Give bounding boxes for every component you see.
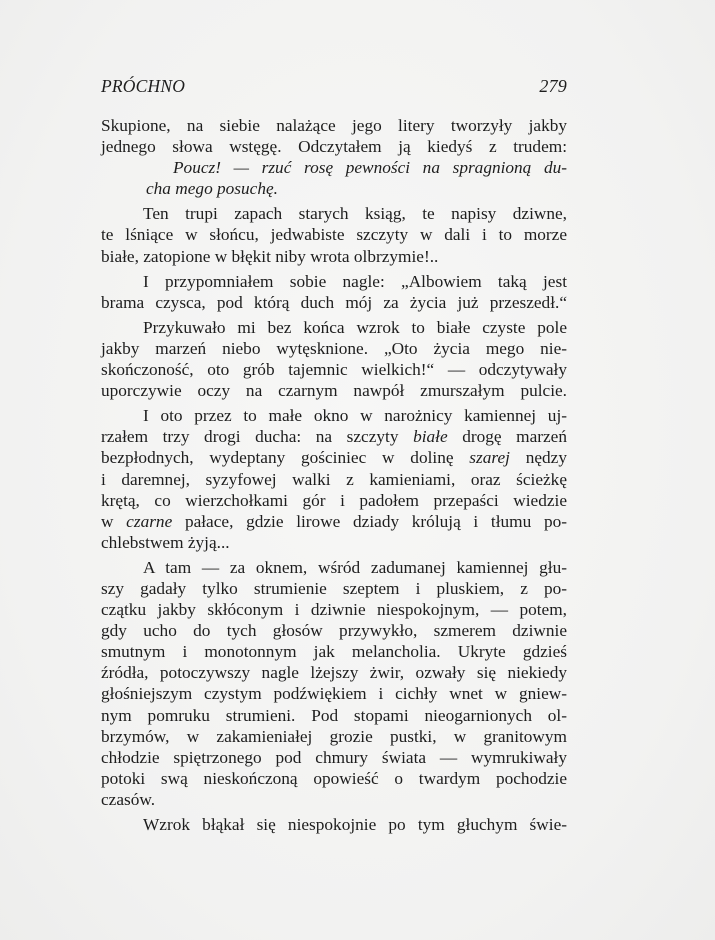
text-line: te lśniące w słońcu, jedwabiste szczyty w dali i to morze bbox=[101, 225, 567, 245]
text-line: A tam — za oknem, wśród zadumanej kamiennej głu- bbox=[143, 557, 567, 577]
italic-word: szarej bbox=[469, 448, 510, 468]
text-line: Skupione, na siebie nalażące jego litery tworzyły jakby bbox=[101, 116, 567, 135]
text-line: czasów. bbox=[101, 789, 156, 809]
text-line: brzymów, w zakamieniałej grozie pustki, w granitowym bbox=[101, 726, 567, 746]
text-line: czątku jakby skłóconym i dziwnie niespokojnym, — potem, bbox=[101, 600, 567, 620]
paragraph bbox=[101, 814, 567, 835]
text-line: szy gadały tylko strumienie szeptem i pluskiem, z po- bbox=[101, 578, 567, 598]
text-run: pałace, gdzie lirowe dziady królują i tłumu po- bbox=[172, 511, 567, 531]
text-line: potoki swą nieskończoną opowieść o twardym pochodzie bbox=[101, 768, 567, 788]
text-run: drogę marzeń bbox=[447, 427, 567, 447]
text-line: gdy ucho do tych głosów przywykło, szmerem dziwnie bbox=[101, 621, 567, 641]
text-line: nym pomruku strumieni. Pod stopami nieogarnionych ol- bbox=[101, 705, 567, 725]
running-title: PRÓCHNO bbox=[101, 76, 186, 96]
text-line: Poucz! — rzuć rosę pewności na spragnioną du- bbox=[173, 158, 567, 178]
text-run: rzałem trzy drogi ducha: na szczyty bbox=[101, 427, 414, 447]
page-number: 279 bbox=[539, 76, 567, 96]
text-line: I oto przez to małe okno w narożnicy kamiennej uj- bbox=[143, 406, 567, 426]
text-line bbox=[101, 447, 567, 468]
text-line: chłodzie spiętrzonego pod chmury świata — wymrukiwały bbox=[101, 747, 567, 767]
text-line: chlebstwem żyją... bbox=[101, 532, 230, 552]
text-line bbox=[101, 426, 567, 447]
text-line: I przypomniałem sobie nagle: „Albowiem taką jest bbox=[143, 271, 567, 291]
text-line: krętą, co wierzchołkami gór i padołem przepaści wiedzie bbox=[101, 490, 567, 510]
italic-word: białe bbox=[413, 427, 448, 447]
paragraph bbox=[101, 557, 567, 810]
text-line bbox=[101, 511, 567, 532]
text-run: w bbox=[101, 511, 127, 531]
text-line: smutnym i monotonnym jak melancholia. Ukryte gdzieś bbox=[101, 642, 567, 662]
text-line: źródła, potoczywszy nagle lżejszy żwir, ozwały się niekiedy bbox=[101, 663, 567, 683]
paragraph bbox=[101, 271, 567, 313]
paragraph bbox=[101, 405, 567, 553]
running-header bbox=[101, 76, 567, 97]
italic-quote bbox=[101, 157, 567, 199]
body-text bbox=[101, 115, 567, 835]
text-line: brama czysca, pod którą duch mój za życia już przeszedł.“ bbox=[101, 292, 567, 312]
text-line: uporczywie oczy na czarnym nawpół zmurszałym pulcie. bbox=[101, 381, 567, 401]
text-line: i daremnej, syzyfowej walki z kamieniami, oraz ścieżkę bbox=[101, 469, 567, 489]
text-line: cha mego posuchę. bbox=[146, 179, 278, 199]
text-line: Ten trupi zapach starych ksiąg, te napisy dziwne, bbox=[143, 204, 567, 224]
text-line: skończoność, oto grób tajemnic wielkich!“ — odczytywały bbox=[101, 360, 567, 380]
italic-word: czarne bbox=[126, 511, 173, 531]
paragraph bbox=[101, 203, 567, 266]
text-run: nędzy bbox=[509, 448, 567, 468]
text-line: Przykuwało mi bez końca wzrok to białe czyste pole bbox=[143, 317, 567, 337]
text-line: głośniejszym czystym podźwiękiem i cichły wnet w gniew- bbox=[101, 684, 567, 704]
paragraph bbox=[101, 317, 567, 401]
text-line: jakby marzeń niebo wytęsknione. „Oto życia mego nie- bbox=[101, 338, 567, 358]
text-line: Wzrok błąkał się niespokojnie po tym głuchym świe- bbox=[143, 815, 567, 834]
text-line: jednego słowa wstęgę. Odczytałem ją kiedyś z trudem: bbox=[101, 137, 567, 157]
paragraph bbox=[101, 115, 567, 157]
text-run: bezpłodnych, wydeptany gościniec w dolinę bbox=[101, 448, 470, 468]
text-line: białe, zatopione w błękit niby wrota olbrzymie!.. bbox=[101, 246, 439, 266]
